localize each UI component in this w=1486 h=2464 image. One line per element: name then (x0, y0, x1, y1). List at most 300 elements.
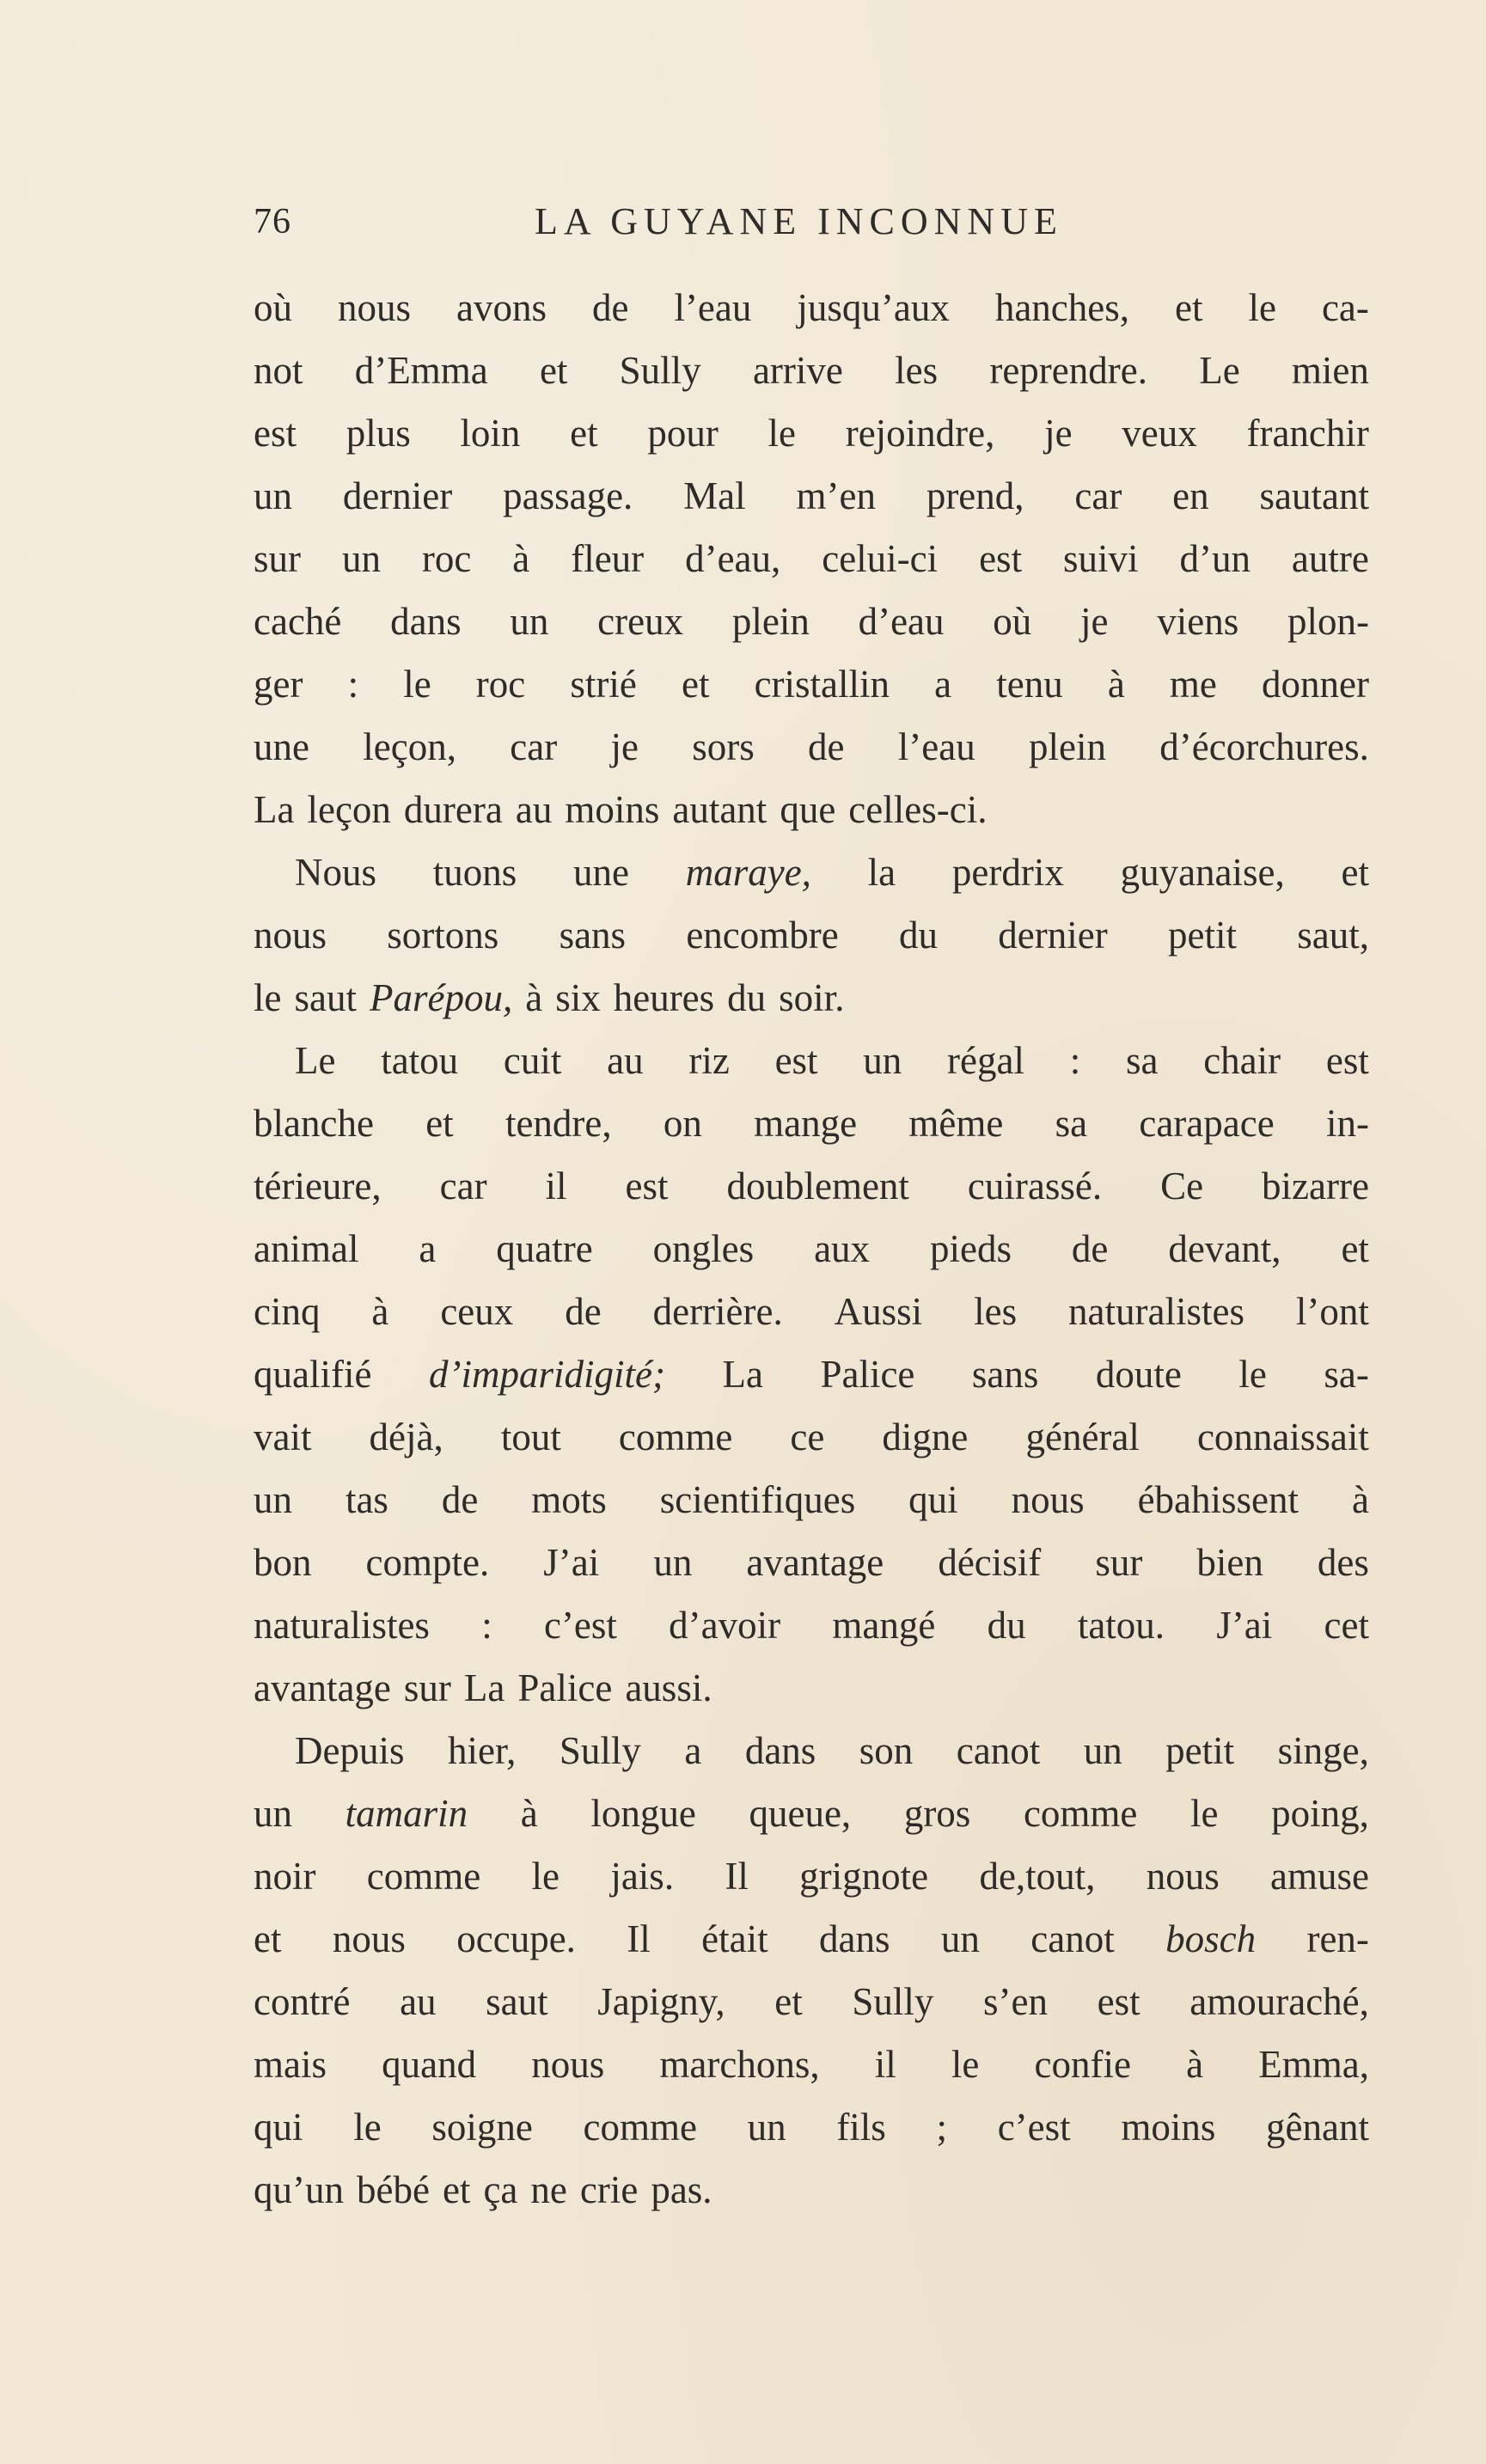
word: : (1069, 1039, 1081, 1082)
text-line (254, 716, 1369, 779)
word: est (774, 1039, 818, 1082)
word: qu’un (254, 2168, 344, 2211)
text-line (254, 1092, 1369, 1155)
word: Sully (852, 1980, 934, 2023)
word: sans (559, 914, 627, 957)
word: cet (1324, 1604, 1369, 1647)
word: sors (692, 725, 755, 768)
word: rejoindre, (845, 412, 995, 455)
word: jusqu’aux (797, 286, 950, 329)
text-line (254, 402, 1369, 465)
word: à (371, 1290, 389, 1333)
italic-word: bosch (1165, 1917, 1257, 1960)
word: roc (421, 537, 472, 580)
word: du (727, 976, 767, 1019)
word: bien (1196, 1541, 1263, 1584)
word: et (1341, 851, 1369, 894)
word: ébahissent (1137, 1478, 1299, 1521)
word: comme (366, 1855, 481, 1898)
word: plus (346, 412, 411, 455)
word: d’avoir (669, 1604, 781, 1647)
word: ce (790, 1415, 825, 1458)
word: sur (403, 1666, 451, 1709)
word: Aussi (834, 1290, 923, 1333)
word: plon- (1287, 600, 1369, 643)
word: celles-ci. (848, 788, 988, 831)
word: grignote (799, 1855, 929, 1898)
word: viens (1157, 600, 1239, 643)
word: nous (1146, 1855, 1220, 1898)
word: prend, (926, 474, 1024, 517)
word: vait (254, 1415, 312, 1458)
word: veux (1122, 412, 1197, 455)
word: tout (500, 1415, 561, 1458)
word: devant, (1168, 1227, 1281, 1270)
word: régal (947, 1039, 1024, 1082)
word: amouraché, (1189, 1980, 1369, 2023)
text-line (254, 1657, 1369, 1720)
word: tatou (381, 1039, 459, 1082)
word: aux (814, 1227, 871, 1270)
word: passage. (503, 474, 633, 517)
word: il (874, 2043, 896, 2086)
word: d’eau (858, 600, 945, 643)
word: est (254, 412, 297, 455)
word: doublement (726, 1165, 909, 1208)
italic-word: Parépou, (369, 976, 513, 1019)
word: au (607, 1039, 644, 1082)
word: autant (672, 788, 767, 831)
word: derrière. (652, 1290, 783, 1333)
word: suivi (1063, 537, 1139, 580)
word: saut (486, 1980, 548, 2023)
word: tenu (996, 663, 1063, 706)
word: un (254, 1792, 292, 1835)
italic-word: tamarin (345, 1792, 468, 1835)
word: a (934, 663, 952, 706)
word: du (899, 914, 939, 957)
word: cuirassé. (967, 1165, 1103, 1208)
word: et (1341, 1227, 1369, 1270)
word: même (908, 1102, 1004, 1145)
word: sa (1055, 1102, 1088, 1145)
word: qualifié (254, 1353, 372, 1396)
word: me (1169, 663, 1217, 706)
word: et (539, 349, 568, 392)
word: m’en (796, 474, 876, 517)
word: quatre (496, 1227, 593, 1270)
word: singe, (1277, 1729, 1369, 1772)
text-line (254, 1720, 1369, 1782)
word: : (481, 1604, 492, 1647)
word: du (987, 1604, 1026, 1647)
italic-word: d’imparidigité; (428, 1353, 665, 1396)
word: Emma, (1258, 2043, 1369, 2086)
word: où (993, 600, 1032, 643)
word: ca- (1321, 286, 1369, 329)
text-line (254, 967, 1369, 1030)
word: plein (1029, 725, 1106, 768)
word: loin (460, 412, 521, 455)
word: pieds (929, 1227, 1012, 1270)
word: sur (1095, 1541, 1143, 1584)
word: un (1083, 1729, 1122, 1772)
word: donner (1262, 663, 1369, 706)
word: Mal (683, 474, 746, 517)
word: tas (345, 1478, 388, 1521)
word: qui (908, 1478, 958, 1521)
word: un (510, 600, 549, 643)
word: nous (1011, 1478, 1085, 1521)
word: Depuis (295, 1729, 405, 1772)
word: nous (332, 1917, 406, 1960)
italic-word: maraye, (685, 851, 811, 894)
word: au (400, 1980, 437, 2023)
word: s’en (983, 1980, 1049, 2023)
word: à (512, 537, 530, 580)
text-line (254, 1343, 1369, 1406)
word: une (573, 851, 629, 894)
word: moins (565, 788, 660, 831)
word: naturalistes (254, 1604, 430, 1647)
word: l’eau (897, 725, 975, 768)
word: queue, (749, 1792, 852, 1835)
word: est (979, 537, 1023, 580)
word: Le (295, 1039, 336, 1082)
word: leçon, (363, 725, 456, 768)
word: de (808, 725, 845, 768)
word: général (1025, 1415, 1140, 1458)
text-line (254, 904, 1369, 967)
word: Palice (820, 1353, 915, 1396)
word: comme (1023, 1792, 1138, 1835)
word: nous (531, 2043, 605, 2086)
word: animal (254, 1227, 359, 1270)
word: noir (254, 1855, 316, 1898)
word: amuse (1270, 1855, 1369, 1898)
word: dernier (342, 474, 453, 517)
word: La (722, 1353, 763, 1396)
word: d’Emma (354, 349, 488, 392)
word: leçon (307, 788, 391, 831)
word: J’ai (1216, 1604, 1273, 1647)
text-line (254, 1532, 1369, 1594)
word: mien (1291, 349, 1369, 392)
word: confie (1034, 2043, 1131, 2086)
word: encombre (686, 914, 839, 957)
word: le (531, 1855, 560, 1898)
word: soir. (779, 976, 845, 1019)
text-line (254, 1908, 1369, 1971)
word: cuit (503, 1039, 562, 1082)
word: doute (1095, 1353, 1182, 1396)
word: de (591, 286, 629, 329)
word: sa (1125, 1039, 1159, 1082)
word: chair (1203, 1039, 1281, 1082)
text-line (254, 1594, 1369, 1657)
word: arrive (752, 349, 843, 392)
word: compte. (365, 1541, 490, 1584)
word: plein (731, 600, 810, 643)
word: mais (254, 2043, 327, 2086)
word: un (653, 1541, 693, 1584)
word: Sully (619, 349, 701, 392)
word: strié (570, 663, 637, 706)
word: digne (882, 1415, 969, 1458)
word: d’un (1179, 537, 1251, 580)
word: hanches, (994, 286, 1130, 329)
word: dans (819, 1917, 890, 1960)
word: autre (1291, 537, 1369, 580)
word: dans (744, 1729, 816, 1772)
word: son (859, 1729, 914, 1772)
word: tendre, (505, 1102, 612, 1145)
word: le (951, 2043, 980, 2086)
word: scientifiques (659, 1478, 856, 1521)
word: l’eau (674, 286, 752, 329)
word: et (570, 412, 598, 455)
word: soigne (431, 2106, 533, 2149)
text-line (254, 2096, 1369, 2159)
text-line (254, 339, 1369, 402)
word: creux (597, 600, 684, 643)
word: canot (1030, 1917, 1115, 1960)
word: ça (483, 2168, 518, 2211)
page-number: 76 (254, 202, 291, 242)
text-line (254, 590, 1369, 653)
word: le (254, 976, 282, 1019)
word: a (684, 1729, 702, 1772)
word: contré (254, 1980, 351, 2023)
word: ne (530, 2168, 567, 2211)
word: car (510, 725, 558, 768)
word: un (747, 2106, 786, 2149)
word: pas. (651, 2168, 712, 2211)
word: tuons (432, 851, 517, 894)
word: et (1175, 286, 1203, 329)
running-title: LA GUYANE INCONNUE (535, 200, 1063, 242)
word: où (254, 286, 292, 329)
text-line (254, 1406, 1369, 1469)
word: je (1080, 600, 1109, 643)
text-line (254, 1218, 1369, 1281)
word: une (254, 725, 309, 768)
word: cinq (254, 1290, 321, 1333)
word: not (254, 349, 303, 392)
word: c’est (997, 2106, 1071, 2149)
word: durera (403, 788, 503, 831)
word: comme (583, 2106, 697, 2149)
word: de (1071, 1227, 1109, 1270)
text-line (254, 1155, 1369, 1218)
word: à (525, 976, 543, 1019)
text-line (254, 277, 1369, 339)
word: sautant (1259, 474, 1369, 517)
word: heures (613, 976, 715, 1019)
text-line (254, 653, 1369, 716)
word: mangé (832, 1604, 936, 1647)
word: La (254, 788, 295, 831)
word: a (419, 1227, 437, 1270)
word: hier, (447, 1729, 517, 1772)
text-line (254, 2033, 1369, 2096)
word: quand (382, 2043, 477, 2086)
word: déjà, (369, 1415, 443, 1458)
word: mots (531, 1478, 607, 1521)
word: tatou. (1077, 1604, 1165, 1647)
word: jais. (610, 1855, 675, 1898)
word: et (254, 1917, 282, 1960)
word: un (254, 1478, 292, 1521)
word: fleur (571, 537, 645, 580)
word: d’eau, (685, 537, 781, 580)
word: à (1351, 1478, 1369, 1521)
text-line (254, 1971, 1369, 2033)
word: crie (579, 2168, 639, 2211)
text-line (254, 841, 1369, 904)
word: mange (754, 1102, 858, 1145)
word: ongles (652, 1227, 755, 1270)
word: les (974, 1290, 1018, 1333)
word: fils (836, 2106, 886, 2149)
word: et (442, 2168, 471, 2211)
word: cristallin (754, 663, 890, 706)
word: qui (254, 2106, 303, 2149)
word: saut (294, 976, 357, 1019)
text-line (254, 528, 1369, 590)
text-line (254, 779, 1369, 841)
word: Il (725, 1855, 749, 1898)
word: : (347, 663, 359, 706)
word: le (353, 2106, 382, 2149)
word: guyanaise, (1120, 851, 1285, 894)
word: des (1317, 1541, 1369, 1584)
word: gênant (1266, 2106, 1369, 2149)
word: avons (456, 286, 547, 329)
body-text (254, 277, 1369, 2222)
word: nous (254, 914, 327, 957)
word: un (254, 474, 292, 517)
word: Il (627, 1917, 651, 1960)
word: sortons (387, 914, 499, 957)
word: je (610, 725, 639, 768)
word: d’écorchures. (1159, 725, 1369, 768)
word: roc (475, 663, 526, 706)
word: caché (254, 600, 342, 643)
word: blanche (254, 1102, 374, 1145)
word: Japigny, (597, 1980, 725, 2023)
text-line (254, 1030, 1369, 1092)
word: au (515, 788, 553, 831)
word: perdrix (951, 851, 1064, 894)
word: poing, (1271, 1792, 1369, 1835)
word: était (701, 1917, 768, 1960)
word: ; (936, 2106, 948, 2149)
word: de (441, 1478, 479, 1521)
word: bébé (357, 2168, 430, 2211)
word: franchir (1246, 412, 1369, 455)
word: riz (688, 1039, 730, 1082)
word: petit (1165, 1729, 1235, 1772)
word: reprendre. (989, 349, 1147, 392)
word: ger (254, 663, 303, 706)
word: nous (337, 286, 411, 329)
text-line (254, 1782, 1369, 1845)
word: Palice (517, 1666, 613, 1709)
page-header (254, 196, 1367, 248)
word: en (1172, 474, 1209, 517)
word: J’ai (543, 1541, 600, 1584)
word: un (940, 1917, 980, 1960)
word: et (681, 663, 710, 706)
word: l’ont (1295, 1290, 1369, 1333)
word: Sully (559, 1729, 641, 1772)
text-line (254, 1845, 1369, 1908)
text-line (254, 1469, 1369, 1532)
word: bon (254, 1541, 312, 1584)
word: est (625, 1165, 669, 1208)
word: avantage (746, 1541, 884, 1584)
word: le (1238, 1353, 1267, 1396)
word: sa- (1324, 1353, 1369, 1396)
word: est (1097, 1980, 1140, 2023)
word: marchons, (659, 2043, 820, 2086)
word: et (425, 1102, 454, 1145)
word: in- (1325, 1102, 1369, 1145)
word: saut, (1297, 914, 1369, 957)
word: occupe. (456, 1917, 576, 1960)
word: on (663, 1102, 702, 1145)
word: longue (590, 1792, 696, 1835)
word: est (1325, 1039, 1369, 1082)
word: les (895, 349, 939, 392)
word: aussi. (625, 1666, 712, 1709)
text-line (254, 2159, 1369, 2222)
word: moins (1121, 2106, 1216, 2149)
word: Nous (295, 851, 377, 894)
word: car (439, 1165, 487, 1208)
word: de,tout, (979, 1855, 1096, 1898)
word: sur (254, 537, 301, 580)
word: petit (1167, 914, 1237, 957)
word: un (863, 1039, 902, 1082)
word: de (565, 1290, 602, 1333)
word: il (545, 1165, 567, 1208)
word: térieure, (254, 1165, 382, 1208)
text-line (254, 465, 1369, 528)
word: canot (956, 1729, 1041, 1772)
word: naturalistes (1068, 1290, 1244, 1333)
word: c’est (543, 1604, 617, 1647)
word: et (774, 1980, 803, 2023)
word: je (1044, 412, 1073, 455)
word: La (463, 1666, 505, 1709)
word: celui-ci (822, 537, 939, 580)
word: avantage (254, 1666, 391, 1709)
word: dans (390, 600, 462, 643)
word: ceux (440, 1290, 514, 1333)
word: à (1186, 2043, 1204, 2086)
word: Le (1199, 349, 1240, 392)
word: le (1190, 1792, 1219, 1835)
word: le (767, 412, 797, 455)
word: ren- (1306, 1917, 1369, 1960)
text-line (254, 1281, 1369, 1343)
word: Ce (1160, 1165, 1204, 1208)
word: carapace (1139, 1102, 1275, 1145)
word: à (1107, 663, 1125, 706)
word: comme (618, 1415, 733, 1458)
